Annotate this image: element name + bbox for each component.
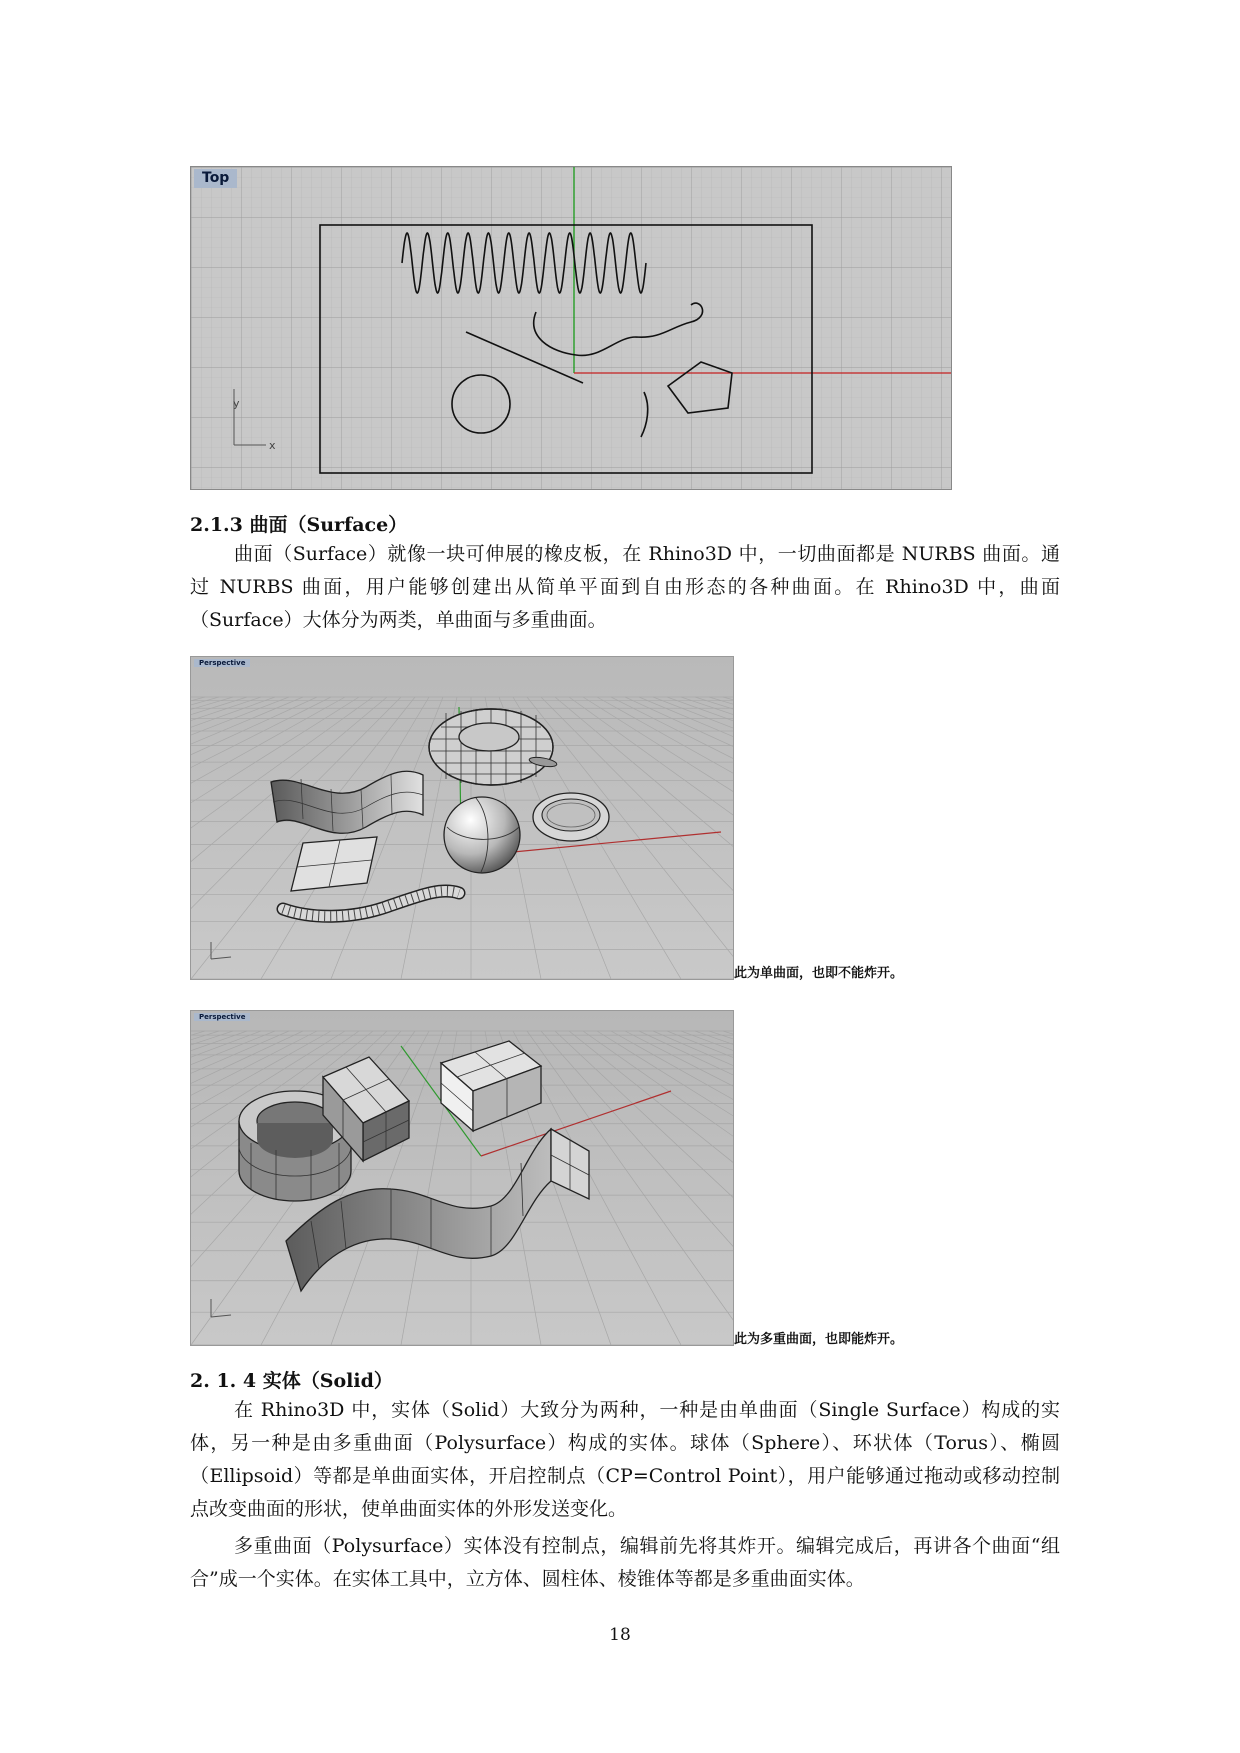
perspective-polysurface-figure <box>190 1010 734 1346</box>
axis-x-label: x <box>269 439 276 452</box>
surface-paragraph: 曲面（Surface）就像一块可伸展的橡皮板，在 Rhino3D 中，一切曲面都是 NURBS 曲面。通过 NURBS 曲面，用户能够创建出从简单平面到自由形态的各种曲面。在 Rhino3D 中，曲面（Surface）大体分为两类，单曲面与多重曲面。 <box>190 543 1060 631</box>
polysurface-caption: 此为多重曲面，也即能炸开。 <box>734 1332 904 1347</box>
perspective-single-surface-figure <box>190 656 734 980</box>
single-surface-caption: 此为单曲面，也即不能炸开。 <box>734 966 904 981</box>
axis-y-label: y <box>233 397 240 410</box>
solid-paragraph-1: 在 Rhino3D 中，实体（Solid）大致分为两种，一种是由单曲面（Single Surface）构成的实体，另一种是由多重曲面（Polysurface）构成的实体。球体（Sphere）、环状体（Torus）、椭圆（Ellipsoid）等都是单曲面实体，开启控制点（CP=Control Point），用户能够通过拖动或移动控制点改变曲面的形状，使单曲面实体的外形发送变化。 <box>190 1399 1060 1520</box>
perspective-viewport-label[interactable]: Perspective <box>194 659 250 667</box>
page-number: 18 <box>609 1625 631 1645</box>
solid-paragraph-2: 多重曲面（Polysurface）实体没有控制点，编辑前先将其炸开。编辑完成后，再讲各个曲面“组合”成一个实体。在实体工具中，立方体、圆柱体、棱锥体等都是多重曲面实体。 <box>190 1535 1060 1590</box>
section-heading-surface: 2.1.3 曲面（Surface） <box>190 514 408 536</box>
top-viewport-figure <box>190 166 952 490</box>
top-viewport-label[interactable]: Top <box>194 169 237 188</box>
perspective-viewport-label-2[interactable]: Perspective <box>194 1013 250 1021</box>
section-heading-solid: 2. 1. 4 实体（Solid） <box>190 1370 393 1392</box>
